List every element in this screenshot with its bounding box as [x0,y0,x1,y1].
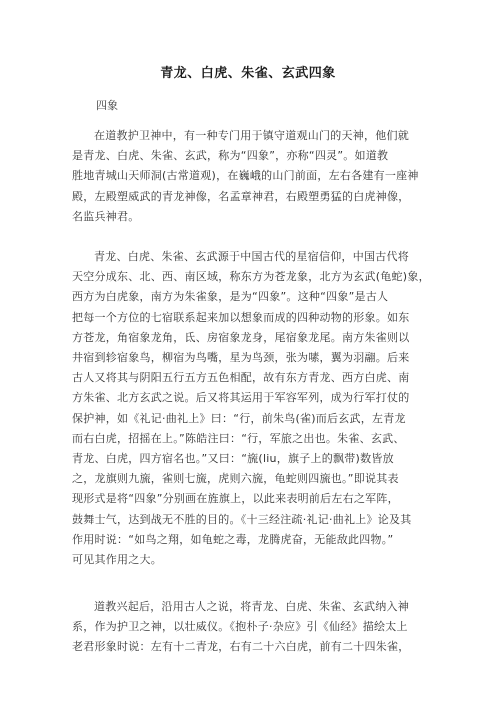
paragraph-line: 而右白虎，招摇在上。”陈皓注曰：“行，军旅之出也。朱雀、玄武、 [72,431,405,445]
paragraph-line: 把每一个方位的七宿联系起来加以想象而成的四种动物的形象。如东 [72,310,410,324]
paragraph-line: 作用时说：“如鸟之翔，如龟蛇之毒，龙腾虎奋，无能敌此四物。” [72,532,394,546]
paragraph-line: 保护神，如《礼记·曲礼上》曰：“行，前朱鸟(雀)而后玄武，左青龙 [72,411,406,425]
paragraph-line: 殿，左殿塑威武的青龙神像，名孟章神君，右殿塑勇猛的白虎神像， [72,189,410,203]
paragraph-line: 方苍龙，角宿象龙角，氐、房宿象龙身，尾宿象龙尾。南方朱雀则以 [72,330,410,344]
paragraph-line: 鼓舞士气，达到战无不胜的目的。《十三经注疏·礼记·曲礼上》论及其 [72,512,412,526]
paragraph-line: 井宿到轸宿象鸟，柳宿为鸟嘴，星为鸟颈，张为嗉，翼为羽翮。后来 [72,351,410,365]
paragraph-line: 古人又将其与阴阳五行五方五色相配，故有东方青龙、西方白虎、南 [72,371,410,385]
paragraph-line: 在道教护卫神中，有一种专门用于镇守道观山门的天神，他们就 [94,129,409,142]
paragraph-line: 方朱雀、北方玄武之说。后又将其运用于军容军列，成为行军打仗的 [72,391,410,405]
paragraph-line: 系，作为护卫之神，以壮威仪。《抱朴子·杂应》引《仙经》描绘太上 [72,620,408,634]
paragraph-2 [72,247,432,570]
paragraph-line: 可见其作用之大。 [72,553,162,567]
paragraph-line: 青龙、白虎，四方宿名也。”又曰：“旒(liu，旗子上的飘带)数皆放 [72,452,394,466]
paragraph-line: 之，龙旗则九旒，雀则七旒，虎则六旒，龟蛇则四旒也。”即说其表 [72,472,399,486]
paragraph-line: 是青龙、白虎、朱雀、玄武，称为“四象”，亦称“四灵”。如道教 [72,149,389,163]
paragraph-line: 道教兴起后，沿用古人之说，将青龙、白虎、朱雀、玄武纳入神 [94,600,409,613]
paragraph-line: 天空分成东、北、西、南区域，称东方为苍龙象，北方为玄武(龟蛇)象， [72,270,430,284]
paragraph-line: 胜地青城山天师洞(古常道观)，在巍峨的山门前面，左右各建有一座神 [72,169,419,183]
document-title: 青龙、白虎、朱雀、玄武四象 [160,66,336,81]
paragraph-1 [72,126,432,227]
section-heading: 四象 [96,99,118,112]
paragraph-line: 青龙、白虎、朱雀、玄武源于中国古代的星宿信仰，中国古代将 [94,250,409,263]
paragraph-3 [72,597,432,658]
paragraph-line: 老君形象时说：左有十二青龙，右有二十六白虎，前有二十四朱雀， [72,640,410,654]
paragraph-line: 现形式是将“四象”分别画在旌旗上，以此来表明前后左右之军阵， [72,492,399,506]
paragraph-line: 西方为白虎象，南方为朱雀象，是为“四象”。这种“四象”是古人 [72,290,389,304]
paragraph-line: 名监兵神君。 [72,209,140,223]
